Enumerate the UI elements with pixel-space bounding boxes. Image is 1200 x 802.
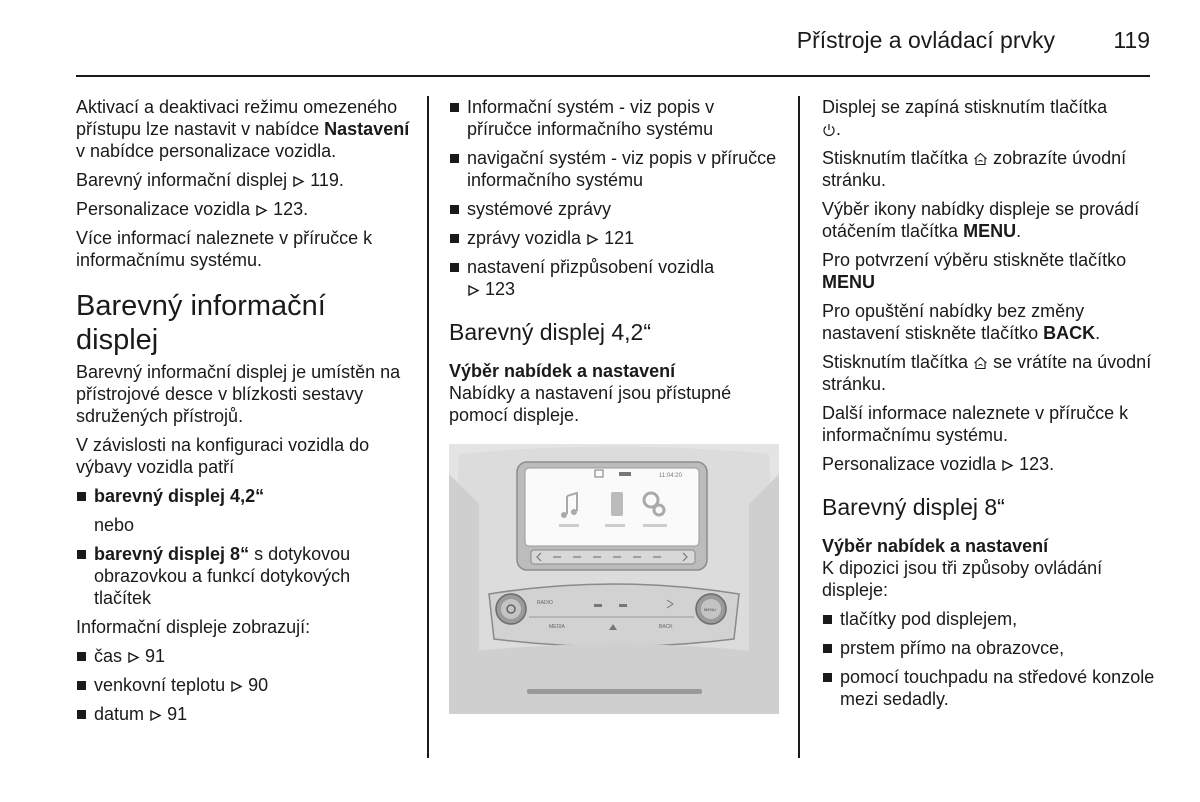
paragraph: Barevný informační displej je umístěn na přístrojové desce v blízkosti sestavy sdružených přístrojů. (76, 362, 401, 426)
text: čas (94, 646, 123, 666)
header-rule (76, 75, 1150, 77)
console-drawing (449, 444, 779, 714)
display-type: barevný displej 4,2“ (94, 486, 265, 506)
section-heading: Barevný displej 4,2“ (449, 319, 651, 345)
column-divider (427, 96, 429, 758)
page-ref-arrow-icon (467, 284, 480, 297)
text: v nabídce personalizace vozidla. (76, 141, 337, 161)
page-ref: 123 (485, 279, 516, 299)
page-ref-arrow-icon (1001, 459, 1014, 472)
paragraph: Nabídky a nastavení jsou přístupné pomocí displeje. (449, 383, 732, 425)
paragraph: Informační displeje zobrazují: (76, 617, 311, 637)
list-item: systémové zprávy (449, 198, 779, 220)
page-ref-arrow-icon (255, 204, 268, 217)
subheading: Výběr nabídek a nastavení (449, 361, 676, 381)
paragraph (822, 147, 1157, 191)
text: venkovní teplotu (94, 675, 226, 695)
text: zprávy vozidla (467, 228, 582, 248)
text: Personalizace vozidla (822, 454, 997, 474)
page-ref: 91 (145, 646, 166, 666)
radio-label: RADIO (537, 600, 553, 606)
page-ref: 123. (1019, 454, 1055, 474)
button-name: BACK (1043, 323, 1096, 343)
paragraph: K dipozici jsou tři způsoby ovládání displeje: (822, 558, 1103, 600)
cross-reference (822, 453, 1157, 475)
paragraph (76, 96, 411, 162)
page-ref: 90 (248, 675, 269, 695)
page-ref: 121 (604, 228, 635, 248)
column-middle (449, 96, 779, 433)
section-title: Přístroje a ovládací prvky (796, 27, 1055, 53)
section-heading: Barevný displej 8“ (822, 494, 1005, 520)
menu-icon-phone (611, 492, 623, 516)
media-label: MEDIA (549, 624, 565, 630)
button-name: MENU (822, 272, 875, 292)
text: Aktivací a deaktivaci režimu omezeného přístupu lze nastavit v nabídce (76, 97, 398, 139)
paragraph (822, 198, 1157, 242)
text: Displej se zapíná stisknutím tlačítka (822, 97, 1108, 117)
text: Stisknutím tlačítka (822, 148, 969, 168)
page-header (76, 22, 1150, 62)
text: Personalizace vozidla (76, 199, 251, 219)
text: nastavení přizpůsobení vozidla (467, 257, 715, 277)
paragraph (822, 351, 1157, 395)
paragraph (822, 300, 1157, 344)
paragraph: Další informace naleznete v příručce k informačnímu systému. (822, 403, 1129, 445)
button-name: MENU (963, 221, 1017, 241)
page-ref-arrow-icon (149, 709, 162, 722)
column-divider (798, 96, 800, 758)
text: Výběr ikony nabídky displeje se provádí otáčením tlačítka (822, 199, 1140, 241)
console-illustration (449, 444, 779, 714)
column-right (822, 96, 1157, 717)
list-item: pomocí touchpadu na středové konzole mezi sedadly. (822, 666, 1157, 710)
text: se vrátíte na úvodní stránku. (822, 352, 1152, 394)
list-item (449, 256, 779, 300)
text: . (1016, 221, 1022, 241)
page-ref: 123. (273, 199, 309, 219)
page-ref: 119. (310, 170, 344, 190)
list-item (76, 645, 411, 667)
text: s dotykovou obrazovkou a funkcí dotykových tlačítek (94, 544, 351, 608)
display-type: barevný displej 8“ (94, 544, 250, 564)
paragraph: V závislosti na konfiguraci vozidla do výbavy vozidla patří (76, 435, 370, 477)
list-item: tlačítky pod displejem, (822, 608, 1157, 630)
list-item (76, 485, 411, 507)
text: Barevný informační displej (76, 170, 288, 190)
list-item (76, 674, 411, 696)
power-icon (822, 123, 836, 137)
back-label: BACK (659, 624, 673, 630)
cross-reference (76, 198, 411, 220)
list-item: navigační systém - viz popis v příručce informačního systému (449, 147, 779, 191)
menu-knob-label: MENU (704, 607, 716, 612)
menu-name: Nastavení (324, 119, 410, 139)
list-item: prstem přímo na obrazovce, (822, 637, 1157, 659)
text: . (1095, 323, 1101, 343)
paragraph (822, 249, 1157, 293)
status-time: 11:04:20 (659, 473, 682, 479)
list-item (76, 543, 411, 609)
or-text: nebo (94, 515, 135, 535)
list-item: Informační systém - viz popis v příručce informačního systému (449, 96, 779, 140)
text: Pro potvrzení výběru stiskněte tlačítko (822, 250, 1127, 270)
text: Stisknutím tlačítka (822, 352, 969, 372)
page-ref-arrow-icon (230, 680, 243, 693)
subheading: Výběr nabídek a nastavení (822, 536, 1049, 556)
list-item (76, 703, 411, 725)
page-ref-arrow-icon (292, 175, 305, 188)
page-number: 119 (1113, 27, 1150, 53)
cross-reference (76, 169, 411, 191)
list-item (449, 227, 779, 249)
text: datum (94, 704, 145, 724)
page-ref-arrow-icon (127, 651, 140, 664)
home-icon (973, 356, 988, 370)
home-icon (973, 152, 988, 166)
column-left (76, 96, 411, 732)
paragraph: Displej se zapíná stisknutím tlačítka . (822, 97, 1108, 139)
text: Pro opuštění nabídky bez změny nastavení stiskněte tlačítko (822, 301, 1085, 343)
paragraph: Více informací naleznete v příručce k informačnímu systému. (76, 228, 373, 270)
section-heading: Barevný informační displej (76, 290, 326, 356)
text: zobrazíte úvodní stránku. (822, 148, 1127, 190)
page-ref: 91 (167, 704, 188, 724)
page-ref-arrow-icon (586, 233, 599, 246)
